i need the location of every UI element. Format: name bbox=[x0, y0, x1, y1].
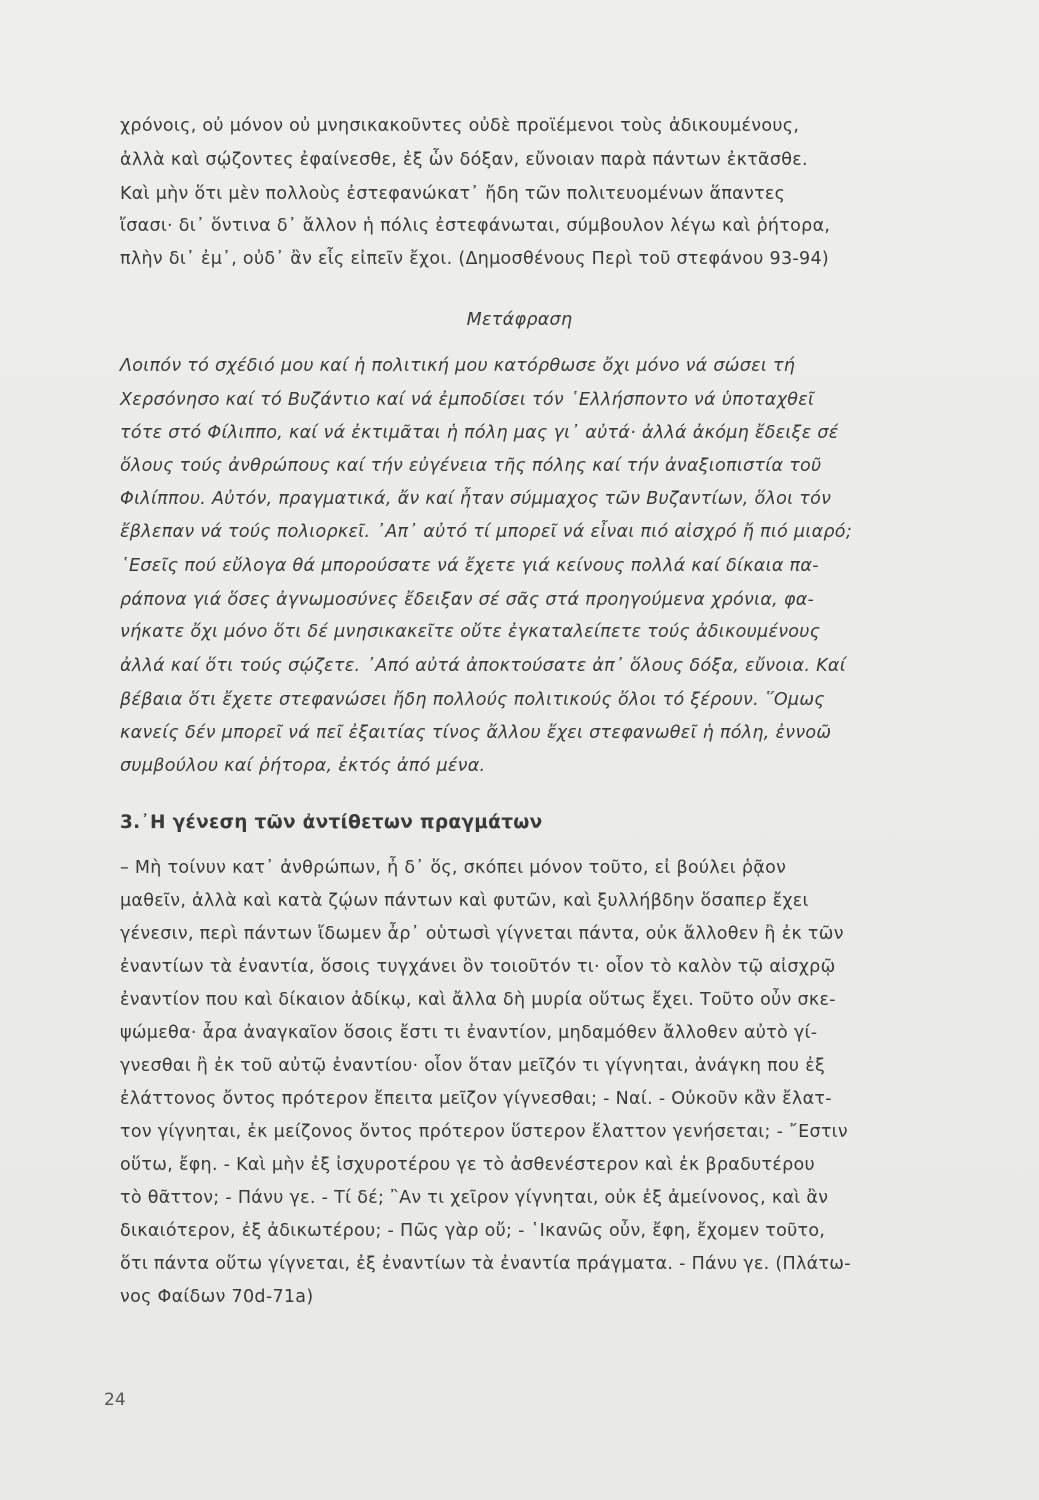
translation-line: ράπονα γιά ὅσες ἀγνωμοσύνες ἔδειξαν σέ σᾶς στά προηγούμενα χρόνια, φα- bbox=[120, 590, 815, 610]
translation-line: ῾Εσεῖς πού εὔλογα θά μπορούσατε νά ἔχετε γιά κείνους πολλά καί δίκαια πα- bbox=[120, 556, 819, 576]
greek-quote-line: Καὶ μὴν ὅτι μὲν πολλοὺς ἐστεφανώκατ᾽ ἤδη τῶν πολιτευομένων ἅπαντες bbox=[120, 184, 786, 204]
translation-line: ἀλλά καί ὅτι τούς σῴζετε. ᾽Από αὐτά ἀποκτούσατε ἀπ᾽ ὅλους δόξα, εὔνοια. Καί bbox=[120, 656, 846, 676]
translation-line: συμβούλου καί ῥήτορα, ἐκτός ἀπό μένα. bbox=[120, 756, 486, 776]
plato-quote-line: νος Φαίδων 70d-71a) bbox=[120, 1287, 314, 1307]
section-heading: 3.᾽Η γένεση τῶν ἀντίθετων πραγμάτων bbox=[120, 812, 543, 833]
plato-quote-line: γένεσιν, περὶ πάντων ἴδωμεν ἆρ᾽ οὑτωσὶ γίγνεται πάντα, οὐκ ἄλλοθεν ἢ ἐκ τῶν bbox=[120, 924, 844, 944]
translation-line: ὅλους τούς ἀνθρώπους καί τήν εὐγένεια τῆς πόλης καί τήν ἀναξιοπιστία τοῦ bbox=[120, 456, 822, 476]
plato-quote-line: ἐναντίον που καὶ δίκαιον ἀδίκῳ, καὶ ἄλλα δὴ μυρία οὕτως ἔχει. Τοῦτο οὖν σκε- bbox=[120, 990, 836, 1010]
greek-quote-line: ἴσασι· δι᾽ ὅντινα δ᾽ ἄλλον ἡ πόλις ἐστεφάνωται, σύμβουλον λέγω καὶ ῥήτορα, bbox=[120, 216, 831, 236]
page-number: 24 bbox=[104, 1390, 126, 1410]
plato-quote-line: τον γίγνηται, ἐκ μείζονος ὄντος πρότερον ὕστερον ἔλαττον γενήσεται; - ῎Εστιν bbox=[120, 1122, 848, 1142]
plato-quote-line: – Μὴ τοίνυν κατ᾽ ἀνθρώπων, ἦ δ᾽ ὅς, σκόπει μόνον τοῦτο, εἰ βούλει ῥᾷον bbox=[120, 858, 787, 878]
translation-line: βέβαια ὅτι ἔχετε στεφανώσει ἤδη πολλούς πολιτικούς ὅλοι τό ξέρουν. ῞Ομως bbox=[120, 690, 825, 710]
plato-quote-line: ἐλάττονος ὄντος πρότερον ἔπειτα μεῖζον γίγνεσθαι; - Ναί. - Οὐκοῦν κἂν ἔλατ- bbox=[120, 1089, 832, 1109]
greek-quote-line: ἀλλὰ καὶ σῴζοντες ἐφαίνεσθε, ἐξ ὧν δόξαν, εὔνοιαν παρὰ πάντων ἐκτᾶσθε. bbox=[120, 150, 808, 170]
plato-quote-line: δικαιότερον, ἐξ ἀδικωτέρου; - Πῶς γὰρ οὔ; - ῾Ικανῶς οὖν, ἔφη, ἔχομεν τοῦτο, bbox=[120, 1221, 826, 1241]
plato-quote-line: τὸ θᾶττον; - Πάνυ γε. - Τί δέ; ῍Αν τι χεῖρον γίγνηται, οὐκ ἐξ ἀμείνονος, καὶ ἂν bbox=[120, 1188, 829, 1208]
plato-quote-line: ὅτι πάντα οὕτω γίγνεται, ἐξ ἐναντίων τὰ ἐναντία πράγματα. - Πάνυ γε. (Πλάτω- bbox=[120, 1254, 851, 1274]
translation-line: Λοιπόν τό σχέδιό μου καί ἡ πολιτική μου κατόρθωσε ὄχι μόνο νά σώσει τή bbox=[120, 356, 796, 376]
translation-line: τότε στό Φίλιππο, καί νά ἐκτιμᾶται ἡ πόλη μας γι᾽ αὐτά· ἀλλά ἀκόμη ἔδειξε σέ bbox=[120, 423, 839, 443]
plato-quote-line: ἐναντίων τὰ ἐναντία, ὅσοις τυγχάνει ὂν τοιοῦτόν τι· οἷον τὸ καλὸν τῷ αἰσχρῷ bbox=[120, 957, 836, 977]
translation-line: νήκατε ὄχι μόνο ὅτι δέ μνησικακεῖτε οὔτε ἐγκαταλείπετε τούς ἀδικουμένους bbox=[120, 622, 821, 642]
plato-quote-line: οὕτω, ἔφη. - Καὶ μὴν ἐξ ἰσχυροτέρου γε τὸ ἀσθενέστερον καὶ ἐκ βραδυτέρου bbox=[120, 1155, 815, 1175]
translation-line: Φιλίππου. Αὐτόν, πραγματικά, ἄν καί ἦταν σύμμαχος τῶν Βυζαντίων, ὅλοι τόν bbox=[120, 489, 832, 509]
plato-quote-line: μαθεῖν, ἀλλὰ καὶ κατὰ ζῴων πάντων καὶ φυτῶν, καὶ ξυλλήβδην ὅσαπερ ἔχει bbox=[120, 891, 809, 911]
greek-quote-line: χρόνοις, οὐ μόνον οὐ μνησικακοῦντες οὐδὲ προϊέμενοι τοὺς ἀδικουμένους, bbox=[120, 116, 800, 136]
plato-quote-line: ψώμεθα· ἆρα ἀναγκαῖον ὅσοις ἔστι τι ἐναντίον, μηδαμόθεν ἄλλοθεν αὐτὸ γί- bbox=[120, 1023, 818, 1043]
translation-line: ἔβλεπαν νά τούς πολιορκεῖ. ᾽Απ᾽ αὐτό τί μπορεῖ νά εἶναι πιό αἰσχρό ἤ πιό μιαρό; bbox=[120, 522, 853, 542]
translation-title: Μετάφραση bbox=[466, 310, 573, 330]
translation-line: Χερσόνησο καί τό Βυζάντιο καί νά ἐμποδίσει τόν ῾Ελλήσποντο νά ὑποταχθεῖ bbox=[120, 390, 815, 410]
greek-quote-line: πλὴν δι᾽ ἐμ᾽, οὐδ᾽ ἂν εἷς εἰπεῖν ἔχοι. (Δημοσθένους Περὶ τοῦ στεφάνου 93-94) bbox=[120, 249, 830, 269]
plato-quote-line: γνεσθαι ἢ ἐκ τοῦ αὐτῷ ἐναντίου· οἷον ὅταν μεῖζόν τι γίγνηται, ἀνάγκη που ἐξ bbox=[120, 1056, 826, 1076]
translation-line: κανείς δέν μπορεῖ νά πεῖ ἐξαιτίας τίνος ἄλλου ἔχει στεφανωθεῖ ἡ πόλη, ἐννοῶ bbox=[120, 723, 832, 743]
